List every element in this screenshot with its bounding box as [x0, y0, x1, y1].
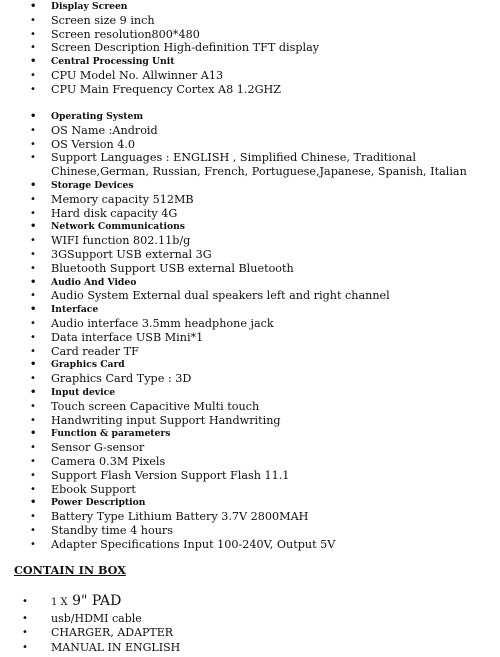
contain-in-box-title: CONTAIN IN BOX: [14, 563, 126, 577]
spec-section-header: • Storage Devices: [0, 179, 500, 193]
spec-item: • Card reader TF: [0, 345, 500, 359]
spec-item: • Support Languages : ENGLISH , Simplified Chinese, Traditional Chinese,German, Russian, French, Portuguese,Japanese, Spanish, Italian: [0, 151, 500, 179]
box-item: • usb/HDMI cable: [0, 612, 500, 626]
spec-item: • Sensor G-sensor: [0, 441, 500, 455]
spec-item: • Handwriting input Support Handwriting: [0, 414, 500, 428]
spec-section-header: • Graphics Card: [0, 358, 500, 372]
spec-item: • Memory capacity 512MB: [0, 193, 500, 207]
spec-item: • OS Version 4.0: [0, 138, 500, 152]
spec-section-header: • Audio And Video: [0, 276, 500, 290]
spec-item: • Bluetooth Support USB external Bluetooth: [0, 262, 500, 276]
spec-item: • Audio System External dual speakers left and right channel: [0, 289, 500, 303]
spec-section-header: • Network Communications: [0, 220, 500, 234]
spec-section-header: • Input device: [0, 386, 500, 400]
spec-item: • Ebook Support: [0, 483, 500, 497]
spec-item: • Data interface USB Mini*1: [0, 331, 500, 345]
spec-item: • Graphics Card Type : 3D: [0, 372, 500, 386]
spec-section-header: • Function & parameters: [0, 427, 500, 441]
spec-item: • Battery Type Lithium Battery 3.7V 2800MAH: [0, 510, 500, 524]
spec-list: [0, 0, 500, 97]
spec-item: • Screen size 9 inch: [0, 14, 500, 28]
spec-item: • 3GSupport USB external 3G: [0, 248, 500, 262]
spec-section-header: • Interface: [0, 303, 500, 317]
spec-group-hardware: [0, 0, 500, 97]
box-item-label: 9" PAD: [67, 593, 122, 609]
spec-item: • Touch screen Capacitive Multi touch: [0, 400, 500, 414]
spec-section-header: • Central Processing Unit: [0, 55, 500, 69]
spec-item: • Standby time 4 hours: [0, 524, 500, 538]
box-item: • MANUAL IN ENGLISH: [0, 641, 500, 655]
spec-item: • Hard disk capacity 4G: [0, 207, 500, 221]
spec-item: • Screen resolution800*480: [0, 28, 500, 42]
spec-group-software: [0, 110, 500, 552]
box-item: • CHARGER, ADAPTER: [0, 626, 500, 640]
spec-item: • Screen Description High-definition TFT display: [0, 41, 500, 55]
spec-item: • Camera 0.3M Pixels: [0, 455, 500, 469]
spec-section-header: • Display Screen: [0, 0, 500, 14]
spec-item: • CPU Main Frequency Cortex A8 1.2GHZ: [0, 83, 500, 97]
spec-item: • WIFI function 802.11b/g: [0, 234, 500, 248]
spec-item: • CPU Model No. Allwinner A13: [0, 69, 500, 83]
spec-item: • Support Flash Version Support Flash 11.1: [0, 469, 500, 483]
spec-item: • OS Name :Android: [0, 124, 500, 138]
spec-section-header: • Power Description: [0, 496, 500, 510]
box-item-pad: [0, 592, 500, 612]
box-list: [0, 592, 500, 655]
spec-item: • Audio interface 3.5mm headphone jack: [0, 317, 500, 331]
spec-section-header: • Operating System: [0, 110, 500, 124]
spec-list: [0, 110, 500, 552]
spec-item: • Adapter Specifications Input 100-240V, Output 5V: [0, 538, 500, 552]
box-contents: [0, 592, 500, 655]
box-item-quantity: 1 X: [51, 597, 68, 608]
